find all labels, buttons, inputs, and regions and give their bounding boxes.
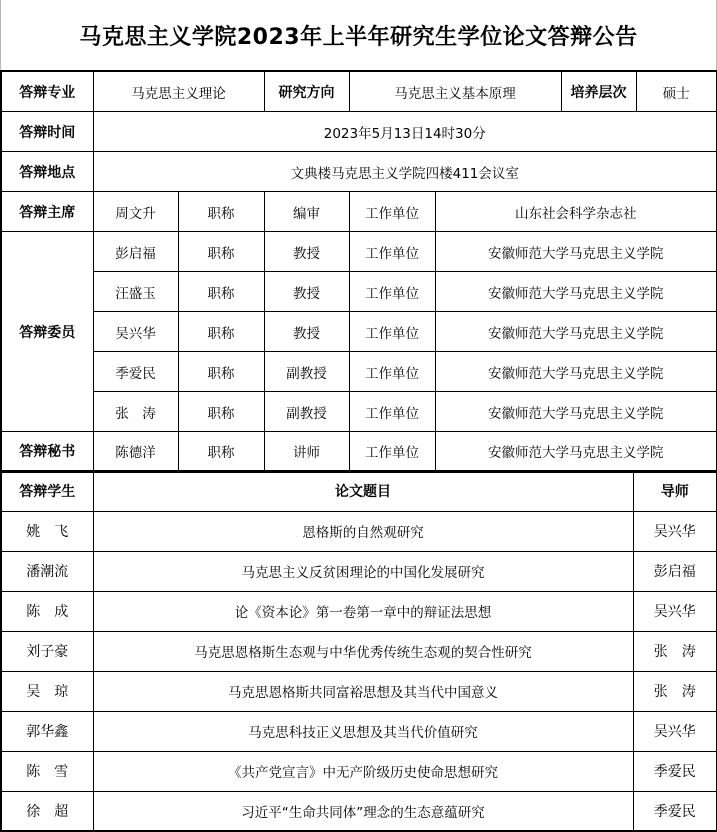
thesis-title: 《共产党宣言》中无产阶级历史使命思想研究 <box>93 751 633 791</box>
major-row <box>1 71 717 112</box>
member-name: 吴兴华 <box>93 312 178 352</box>
students-header-row <box>1 471 717 511</box>
place-row <box>1 152 717 192</box>
thesis-title: 论《资本论》第一卷第一章中的辩证法思想 <box>93 591 633 631</box>
table-row <box>1 751 717 791</box>
title-label: 职称 <box>178 392 264 432</box>
advisor-name: 吴兴华 <box>633 591 717 631</box>
chair-title: 编审 <box>264 192 349 232</box>
secretary-name: 陈德洋 <box>93 432 178 472</box>
table-row <box>1 791 717 831</box>
table-row <box>1 671 717 711</box>
header-advisor: 导师 <box>633 471 717 511</box>
place-label: 答辩地点 <box>1 152 93 192</box>
member-unit: 安徽师范大学马克思主义学院 <box>435 312 717 352</box>
direction-label: 研究方向 <box>264 71 349 112</box>
level-cell <box>561 71 717 112</box>
member-name: 张 涛 <box>93 392 178 432</box>
advisor-name: 吴兴华 <box>633 711 717 751</box>
table-row <box>1 511 717 551</box>
member-row <box>1 312 717 352</box>
chair-name: 周文升 <box>93 192 178 232</box>
unit-label: 工作单位 <box>349 272 435 312</box>
advisor-name: 吴兴华 <box>633 511 717 551</box>
unit-label: 工作单位 <box>349 192 435 232</box>
thesis-title: 马克思科技正义思想及其当代价值研究 <box>93 711 633 751</box>
unit-label: 工作单位 <box>349 392 435 432</box>
unit-label: 工作单位 <box>349 232 435 272</box>
advisor-name: 张 涛 <box>633 671 717 711</box>
thesis-title: 马克思主义反贫困理论的中国化发展研究 <box>93 551 633 591</box>
member-title: 副教授 <box>264 392 349 432</box>
direction-value: 马克思主义基本原理 <box>349 71 561 112</box>
level-label: 培养层次 <box>562 72 637 111</box>
secretary-unit: 安徽师范大学马克思主义学院 <box>435 432 717 472</box>
member-title: 教授 <box>264 272 349 312</box>
chair-row <box>1 192 717 232</box>
table-row <box>1 631 717 671</box>
member-unit: 安徽师范大学马克思主义学院 <box>435 392 717 432</box>
place-value: 文典楼马克思主义学院四楼411会议室 <box>93 152 717 192</box>
member-name: 季爱民 <box>93 352 178 392</box>
advisor-name: 彭启福 <box>633 551 717 591</box>
student-name: 陈 成 <box>1 591 93 631</box>
student-name: 陈 雪 <box>1 751 93 791</box>
members-label: 答辩委员 <box>1 232 93 432</box>
student-name: 姚 飞 <box>1 511 93 551</box>
student-name: 郭华鑫 <box>1 711 93 751</box>
member-title: 副教授 <box>264 352 349 392</box>
title-label: 职称 <box>178 432 264 472</box>
secretary-label: 答辩秘书 <box>1 432 93 472</box>
member-row <box>1 392 717 432</box>
chair-label: 答辩主席 <box>1 192 93 232</box>
advisor-name: 季爱民 <box>633 751 717 791</box>
level-value: 硕士 <box>662 85 690 102</box>
member-unit: 安徽师范大学马克思主义学院 <box>435 232 717 272</box>
title-label: 职称 <box>178 192 264 232</box>
member-name: 彭启福 <box>93 232 178 272</box>
unit-label: 工作单位 <box>349 352 435 392</box>
table-row <box>1 591 717 631</box>
table-row <box>1 711 717 751</box>
time-label: 答辩时间 <box>1 112 93 152</box>
unit-label: 工作单位 <box>349 432 435 472</box>
title-label: 职称 <box>178 272 264 312</box>
thesis-title: 恩格斯的自然观研究 <box>93 511 633 551</box>
unit-label: 工作单位 <box>349 312 435 352</box>
secretary-title: 讲师 <box>264 432 349 472</box>
student-name: 刘子豪 <box>1 631 93 671</box>
header-thesis: 论文题目 <box>93 471 633 511</box>
advisor-name: 张 涛 <box>633 631 717 671</box>
student-name: 徐 超 <box>1 791 93 831</box>
member-name: 汪盛玉 <box>93 272 178 312</box>
students-table <box>0 470 717 832</box>
member-row <box>1 232 717 272</box>
chair-unit: 山东社会科学杂志社 <box>435 192 717 232</box>
member-title: 教授 <box>264 312 349 352</box>
member-unit: 安徽师范大学马克思主义学院 <box>435 272 717 312</box>
header-student: 答辩学生 <box>1 471 93 511</box>
table-row <box>1 551 717 591</box>
secretary-row <box>1 432 717 472</box>
member-row <box>1 272 717 312</box>
thesis-title: 习近平“生命共同体”理念的生态意蕴研究 <box>93 791 633 831</box>
thesis-title: 马克思恩格斯共同富裕思想及其当代中国意义 <box>93 671 633 711</box>
student-name: 吴 琼 <box>1 671 93 711</box>
title-label: 职称 <box>178 352 264 392</box>
time-value: 2023年5月13日14时30分 <box>93 112 717 152</box>
major-label: 答辩专业 <box>1 71 93 112</box>
member-unit: 安徽师范大学马克思主义学院 <box>435 352 717 392</box>
defense-info-table <box>0 70 717 473</box>
thesis-title: 马克思恩格斯生态观与中华优秀传统生态观的契合性研究 <box>93 631 633 671</box>
member-title: 教授 <box>264 232 349 272</box>
title-label: 职称 <box>178 232 264 272</box>
advisor-name: 季爱民 <box>633 791 717 831</box>
time-row <box>1 112 717 152</box>
title-label: 职称 <box>178 312 264 352</box>
student-name: 潘潮流 <box>1 551 93 591</box>
page-title: 马克思主义学院2023年上半年研究生学位论文答辩公告 <box>0 0 717 70</box>
member-row <box>1 352 717 392</box>
major-value: 马克思主义理论 <box>93 71 264 112</box>
